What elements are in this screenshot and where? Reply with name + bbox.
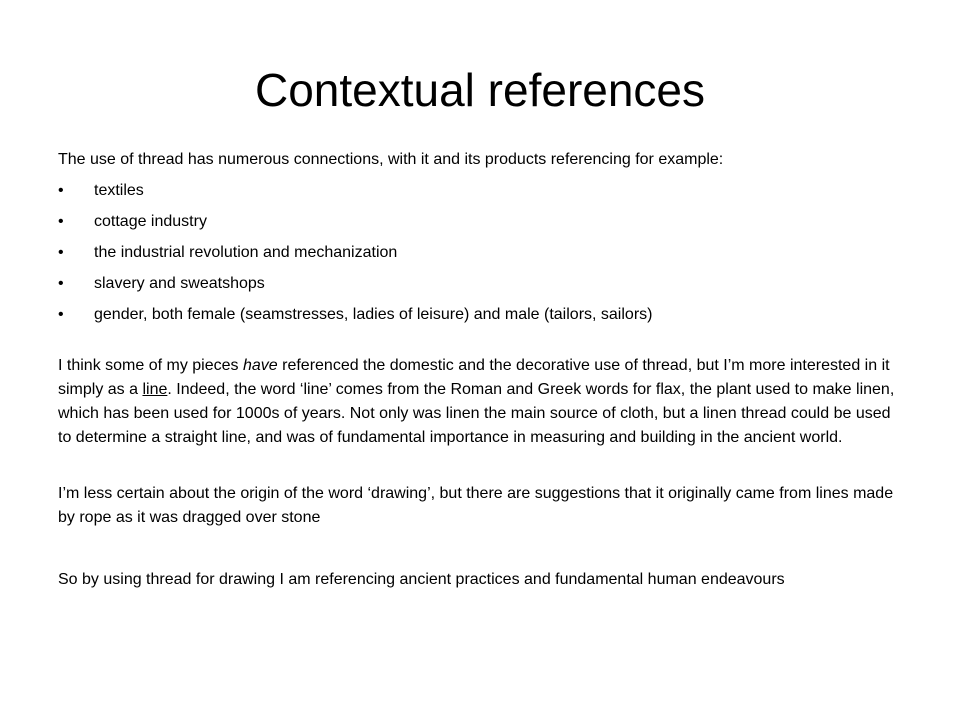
paragraph-text: . Indeed, the word ‘line’ comes from the Roman and Greek words for flax, the plant used to make linen, which has been used for 1000s of years. Not only was linen the main source of cloth, but a linen thread could be used to determine a straight line, and was of fundamental importance in measuring and building in the ancient world. <box>58 381 895 446</box>
paragraph-conclusion: So by using thread for drawing I am referencing ancient practices and fundamental human endeavours <box>58 571 785 588</box>
bullet-text: cottage industry <box>94 213 207 230</box>
bullet-icon: • <box>58 306 64 323</box>
bullet-list <box>58 179 908 327</box>
slide-title: Contextual references <box>254 64 706 116</box>
paragraph-text: I think some of my pieces <box>58 357 243 374</box>
paragraph-line-origin <box>58 354 908 450</box>
bullet-text: the industrial revolution and mechanization <box>94 244 398 261</box>
paragraph-drawing-origin: I’m less certain about the origin of the word ‘drawing’, but there are suggestions that it originally came from lines made by rope as it was dragged over stone <box>58 485 894 526</box>
intro-text: The use of thread has numerous connections, with it and its products referencing for example: <box>58 151 724 168</box>
underlined-text: line <box>142 381 168 398</box>
paragraph-text: referenced the domestic and the decorative use of thread, but I’m more interested in it simply as a <box>58 357 890 398</box>
bullet-icon: • <box>58 182 64 199</box>
emphasis-text: have <box>242 357 278 374</box>
bullet-icon: • <box>58 244 64 261</box>
bullet-text: textiles <box>94 182 144 199</box>
bullet-icon: • <box>58 213 64 230</box>
list-item <box>58 210 908 234</box>
bullet-text: slavery and sweatshops <box>94 275 265 292</box>
list-item <box>58 179 908 203</box>
bullet-icon: • <box>58 275 64 292</box>
list-item <box>58 272 908 296</box>
list-item <box>58 241 908 265</box>
slide-body <box>58 148 908 592</box>
bullet-text: gender, both female (seamstresses, ladies of leisure) and male (tailors, sailors) <box>94 306 653 323</box>
list-item <box>58 303 908 327</box>
